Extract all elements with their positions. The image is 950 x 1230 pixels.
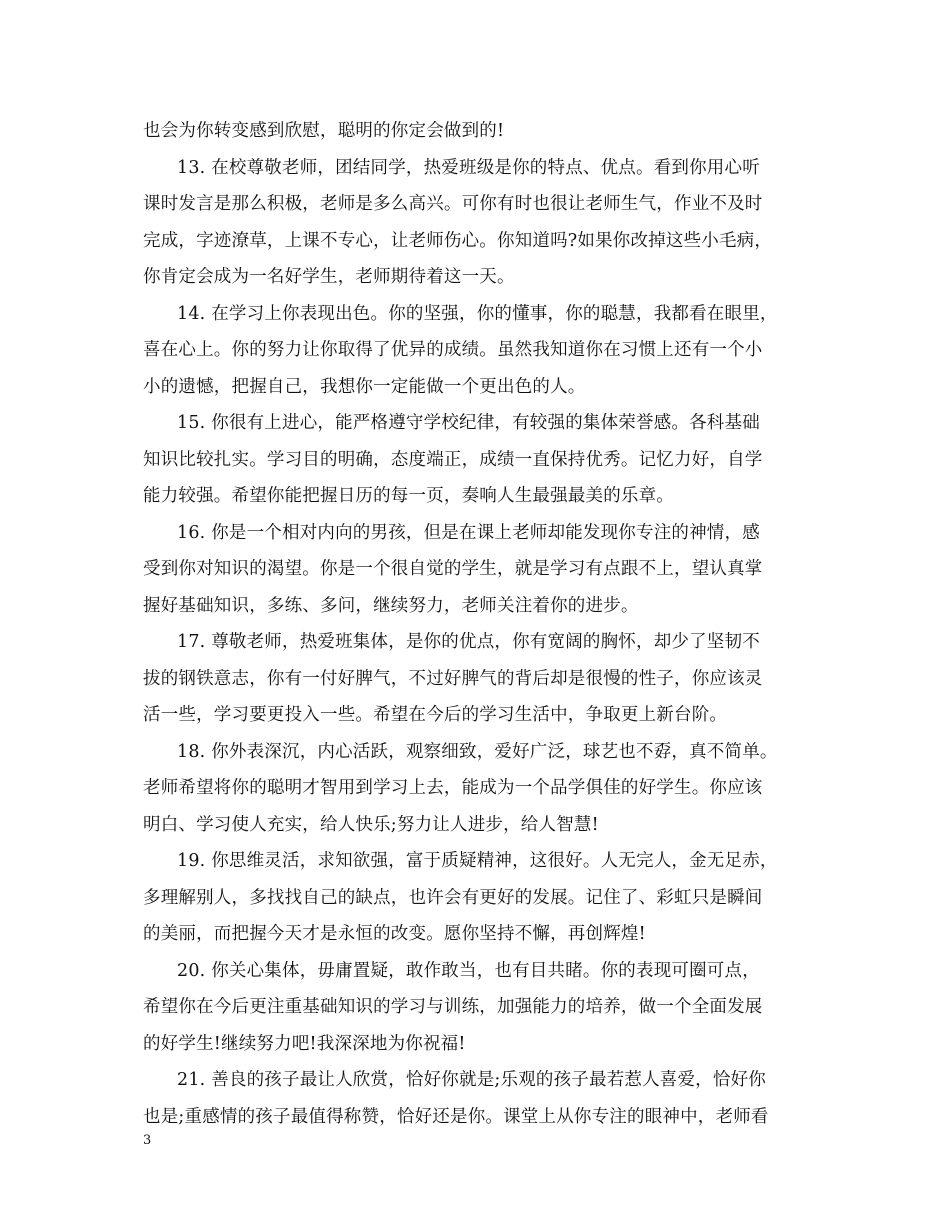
paragraph-line: 你肯定会成为一名好学生，老师期待着这一天。 <box>143 267 515 287</box>
paragraph-line: 完成，字迹潦草，上课不专心，让老师伤心。你知道吗?如果你改掉这些小毛病， <box>143 230 773 251</box>
paragraph-first-line: 21. 善良的孩子最让人欣赏，恰好你就是;乐观的孩子最若惹人喜爱，恰好你 <box>177 1070 766 1090</box>
paragraph-first-line: 19. 你思维灵活，求知欲强，富于质疑精神，这很好。人无完人，金无足赤， <box>177 851 778 871</box>
paragraph-first-line: 17. 尊敬老师，热爱班集体，是你的优点，你有宽阔的胸怀，却少了坚韧不 <box>177 632 760 652</box>
paragraph-line: 希望你在今后更注重基础知识的学习与训练，加强能力的培养，做一个全面发展 <box>143 997 763 1017</box>
paragraph-first-line: 14. 在学习上你表现出色。你的坚强，你的懂事，你的聪慧，我都看在眼里， <box>177 303 778 324</box>
paragraph-line: 的好学生!继续努力吧!我深深地为你祝福! <box>143 1033 466 1054</box>
paragraph-line: 也是;重感情的孩子最值得称赞，恰好还是你。课堂上从你专注的眼神中，老师看 <box>143 1106 769 1127</box>
paragraph-line: 活一些，学习要更投入一些。希望在今后的学习生活中，争取更上新台阶。 <box>143 705 728 725</box>
paragraph-line: 老师希望将你的聪明才智用到学习上去，能成为一个品学俱佳的好学生。你应该 <box>143 778 763 798</box>
paragraph-first-line: 13. 在校尊敬老师，团结同学，热爱班级是你的特点、优点。看到你用心听 <box>177 157 760 178</box>
document-body <box>143 118 823 1140</box>
paragraph-first-line: 20. 你关心集体，毋庸置疑，敢作敢当，也有目共睹。你的表现可圈可点， <box>177 960 760 981</box>
paragraph-line: 握好基础知识，多练、多问，继续努力，老师关注着你的进步。 <box>143 595 639 616</box>
paragraph-line: 的美丽，而把握今天才是永恒的改变。愿你坚持不懈，再创辉煌! <box>143 924 646 944</box>
paragraph-line: 多理解别人，多找找自己的缺点，也许会有更好的发展。记住了、彩虹只是瞬间 <box>143 887 763 908</box>
page-number: 3 <box>143 1133 152 1148</box>
paragraph-line: 受到你对知识的渴望。你是一个很自觉的学生，就是学习有点跟不上，望认真掌 <box>143 559 763 579</box>
paragraph-line: 也会为你转变感到欣慰，聪明的你定会做到的! <box>143 121 505 141</box>
paragraph-first-line: 16. 你是一个相对内向的男孩，但是在课上老师却能发现你专注的神情，感 <box>177 522 760 543</box>
paragraph-line: 能力较强。希望你能把握日历的每一页，奏响人生最强最美的乐章。 <box>143 486 674 506</box>
paragraph-line: 小的遗憾，把握自己，我想你一定能做一个更出色的人。 <box>143 376 586 397</box>
paragraph-line: 知识比较扎实。学习目的明确，态度端正，成绩一直保持优秀。记忆力好，自学 <box>143 449 763 470</box>
paragraph-first-line: 18. 你外表深沉，内心活跃，观察细致，爱好广泛，球艺也不孬，真不简单。 <box>177 741 778 762</box>
paragraph-line: 喜在心上。你的努力让你取得了优异的成绩。虽然我知道你在习惯上还有一个小 <box>143 340 763 360</box>
paragraph-line: 明白、学习使人充实，给人快乐;努力让人进步，给人智慧! <box>143 814 599 835</box>
paragraph-line: 拔的钢铁意志，你有一付好脾气，不过好脾气的背后却是很慢的性子，你应该灵 <box>143 668 763 689</box>
paragraph-first-line: 15. 你很有上进心，能严格遵守学校纪律，有较强的集体荣誉感。各科基础 <box>177 413 760 433</box>
paragraph-line: 课时发言是那么积极，老师是多么高兴。可你有时也很让老师生气，作业不及时 <box>143 194 763 214</box>
